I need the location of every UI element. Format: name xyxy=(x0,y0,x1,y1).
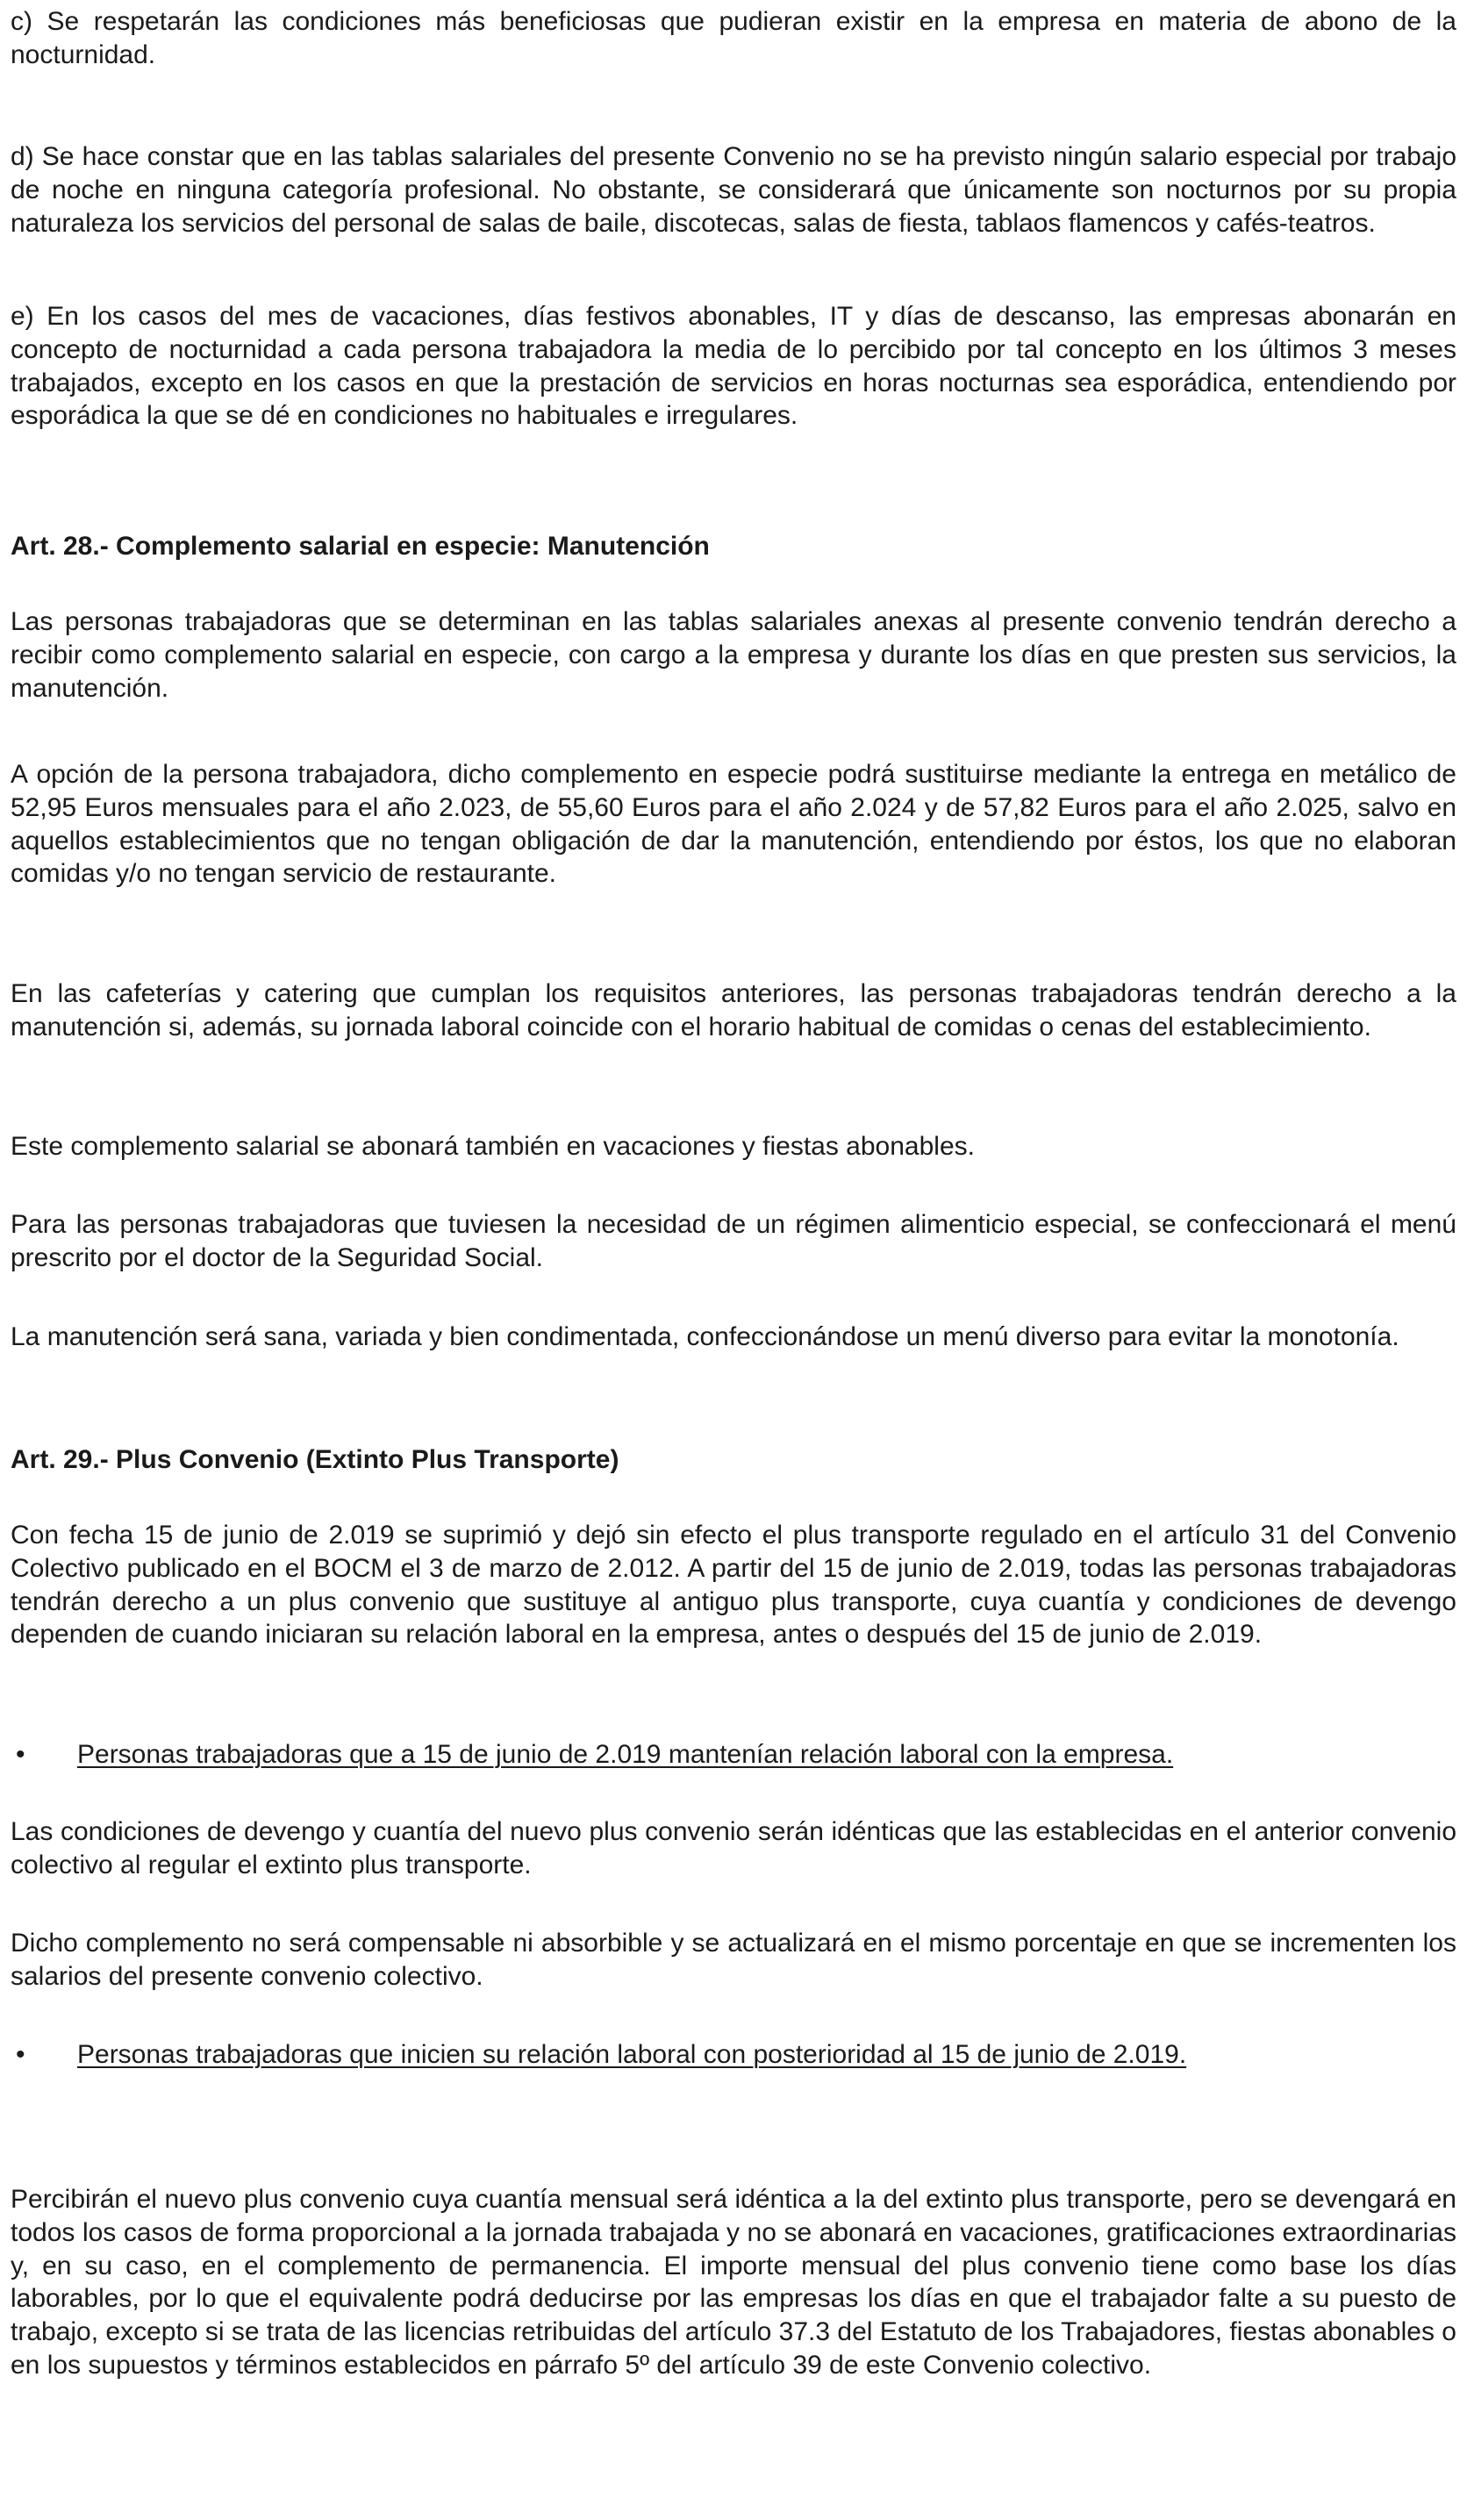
bullet-text: Personas trabajadoras que a 15 de junio de 2.019 mantenían relación laboral con la empresa. xyxy=(77,1740,1174,1769)
article-28-paragraph: En las cafeterías y catering que cumplan los requisitos anteriores, las personas trabajadoras tendrán derecho a la manutención si, además, su jornada laboral coincide con el horario habitual de comidas o cenas del establecimiento. xyxy=(11,979,1456,1042)
bullet-icon: • xyxy=(16,2040,25,2069)
article-28-paragraph: Este complemento salarial se abonará también en vacaciones y fiestas abonables. xyxy=(11,1132,975,1161)
article-28-paragraph: Las personas trabajadoras que se determinan en las tablas salariales anexas al presente convenio tendrán derecho a recibir como complemento salarial en especie, con cargo a la empresa y durante los días en que presten sus servicios, la manutención. xyxy=(11,607,1456,703)
article-29-heading: Art. 29.- Plus Convenio (Extinto Plus Transporte) xyxy=(11,1445,619,1474)
bullet-icon: • xyxy=(16,1740,25,1769)
paragraph-d: d) Se hace constar que en las tablas salariales del presente Convenio no se ha previsto ningún salario especial por trabajo de noche en ninguna categoría profesional. No obstante, se considerará que únicamente son nocturnos por su propia naturaleza los servicios del personal de salas de baile, discotecas, salas de fiesta, tablaos flamencos y cafés-teatros. xyxy=(11,142,1456,238)
paragraph-e: e) En los casos del mes de vacaciones, días festivos abonables, IT y días de descanso, las empresas abonarán en concepto de nocturnidad a cada persona trabajadora la media de lo percibido por tal concepto en los últimos 3 meses trabajados, excepto en los casos en que la prestación de servicios en horas nocturnas sea esporádica, entendiendo por esporádica la que se dé en condiciones no habituales e irregulares. xyxy=(11,302,1456,431)
article-28-paragraph: Para las personas trabajadoras que tuviesen la necesidad de un régimen alimenticio especial, se confeccionará el menú prescrito por el doctor de la Seguridad Social. xyxy=(11,1210,1456,1272)
bullet-item xyxy=(16,1738,1456,1772)
paragraph-c: c) Se respetarán las condiciones más beneficiosas que pudieran existir en la empresa en materia de abono de la nocturnidad. xyxy=(11,7,1456,69)
article-28-heading: Art. 28.- Complemento salarial en especie: Manutención xyxy=(11,532,710,561)
bullet-text: Personas trabajadoras que inicien su relación laboral con posterioridad al 15 de junio de 2.019. xyxy=(77,2040,1187,2069)
article-29-paragraph: Dicho complemento no será compensable ni absorbible y se actualizará en el mismo porcentaje en que se incrementen los salarios del presente convenio colectivo. xyxy=(11,1929,1456,1991)
bullet-item xyxy=(16,2038,1456,2072)
article-28-paragraph: La manutención será sana, variada y bien condimentada, confeccionándose un menú diverso para evitar la monotonía. xyxy=(11,1322,1399,1351)
article-29-paragraph: Percibirán el nuevo plus convenio cuya cuantía mensual será idéntica a la del extinto plus transporte, pero se devengará en todos los casos de forma proporcional a la jornada trabajada y no se abonará en vacaciones, gratificaciones extraordinarias y, en su caso, en el complemento de permanencia. El importe mensual del plus convenio tiene como base los días laborables, por lo que el equivalente podrá deducirse por las empresas los días en que el trabajador falte a su puesto de trabajo, excepto si se trata de las licencias retribuidas del artículo 37.3 del Estatuto de los Trabajadores, fiestas abonables o en los supuestos y términos establecidos en párrafo 5º del artículo 39 de este Convenio colectivo. xyxy=(11,2185,1456,2380)
article-29-paragraph: Las condiciones de devengo y cuantía del nuevo plus convenio serán idénticas que las establecidas en el anterior convenio colectivo al regular el extinto plus transporte. xyxy=(11,1817,1456,1879)
article-28-paragraph: A opción de la persona trabajadora, dicho complemento en especie podrá sustituirse mediante la entrega en metálico de 52,95 Euros mensuales para el año 2.023, de 55,60 Euros para el año 2.024 y de 57,82 Euros para el año 2.025, salvo en aquellos establecimientos que no tengan obligación de dar la manutención, entendiendo por éstos, los que no elaboran comidas y/o no tengan servicio de restaurante. xyxy=(11,760,1456,889)
article-29-paragraph: Con fecha 15 de junio de 2.019 se suprimió y dejó sin efecto el plus transporte regulado en el artículo 31 del Convenio Colectivo publicado en el BOCM el 3 de marzo de 2.012. A partir del 15 de junio de 2.019, todas las personas trabajadoras tendrán derecho a un plus convenio que sustituye al antiguo plus transporte, cuya cuantía y condiciones de devengo dependen de cuando iniciaran su relación laboral en la empresa, antes o después del 15 de junio de 2.019. xyxy=(11,1521,1456,1650)
